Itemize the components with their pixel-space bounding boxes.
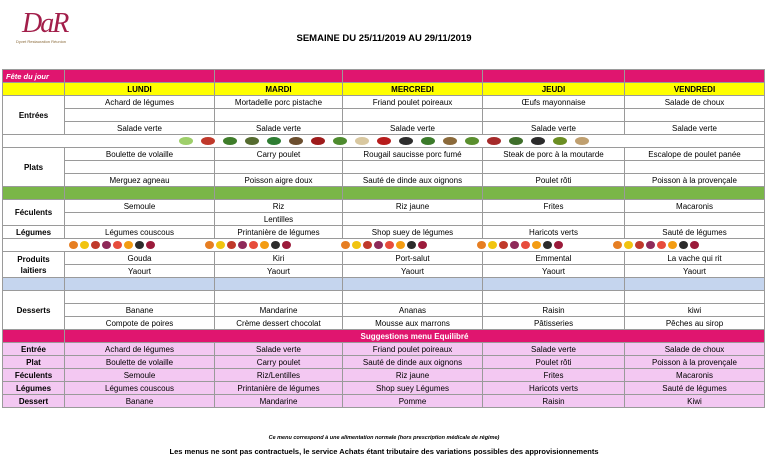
menu-cell: Salade verte [65, 122, 215, 135]
fruit-icon [91, 241, 100, 249]
menu-cell: Raisin [483, 304, 625, 317]
menu-cell: Friand poulet poireaux [343, 96, 483, 109]
suggestion-cell: Poulet rôti [483, 356, 625, 369]
menu-cell: Pêches au sirop [625, 317, 765, 330]
separator-cell [625, 278, 765, 291]
suggestion-cell: Printanière de légumes [215, 382, 343, 395]
table-row [3, 122, 765, 135]
suggestion-cell: Riz jaune [343, 369, 483, 382]
fruit-icon [352, 241, 361, 249]
menu-cell: Œufs mayonnaise [483, 96, 625, 109]
suggestion-row [3, 382, 765, 395]
menu-cell: Mousse aux marrons [343, 317, 483, 330]
fruit-icon [613, 241, 622, 249]
section-label-feculents: Féculents [3, 200, 65, 226]
suggestion-cell: Shop suey Légumes [343, 382, 483, 395]
blue-separator [3, 278, 765, 291]
menu-cell: Escalope de poulet panée [625, 148, 765, 161]
suggestion-cell: Semoule [65, 369, 215, 382]
vegetable-icon [575, 137, 589, 145]
table-cell [625, 291, 765, 304]
table-cell [343, 109, 483, 122]
table-cell [65, 291, 215, 304]
menu-cell: Shop suey de légumes [343, 226, 483, 239]
vegetable-icon [179, 137, 193, 145]
table-row [3, 109, 765, 122]
vegetable-icon [509, 137, 523, 145]
fruit-icon [679, 241, 688, 249]
table-row [3, 174, 765, 187]
fruit-icon [543, 241, 552, 249]
suggestion-cell: Sauté de légumes [625, 382, 765, 395]
suggestion-cell: Mandarine [215, 395, 343, 408]
page-title: SEMAINE DU 25/11/2019 AU 29/11/2019 [296, 33, 472, 44]
menu-cell: Emmental [483, 252, 625, 265]
corner-cell [3, 83, 65, 96]
suggestion-label: Entrée [3, 343, 65, 356]
disclaimer: Les menus ne sont pas contractuels, le service Achats étant tributaire des variations possibles des approvisionnements [169, 447, 599, 456]
section-label-line1: Produits [17, 254, 50, 264]
suggestion-cell: Achard de légumes [65, 343, 215, 356]
menu-cell: Semoule [65, 200, 215, 213]
table-row [3, 252, 765, 265]
suggestion-cell: Boulette de volaille [65, 356, 215, 369]
section-label-produits-laitiers [3, 252, 65, 278]
suggestion-label: Féculents [3, 369, 65, 382]
fruit-icon [271, 241, 280, 249]
vegetable-illustration [3, 135, 765, 148]
menu-cell: Pâtisseries [483, 317, 625, 330]
menu-cell: La vache qui rit [625, 252, 765, 265]
green-separator [3, 187, 765, 200]
separator-cell [215, 187, 343, 200]
menu-cell: Salade verte [625, 122, 765, 135]
separator-cell [483, 278, 625, 291]
suggestion-cell: Macaronis [625, 369, 765, 382]
menu-cell: Sauté de dinde aux oignons [343, 174, 483, 187]
suggestion-cell: Carry poulet [215, 356, 343, 369]
fruit-icon [282, 241, 291, 249]
fete-row [3, 70, 765, 83]
suggestion-cell: Légumes couscous [65, 382, 215, 395]
fruit-icon [510, 241, 519, 249]
table-row [3, 213, 765, 226]
suggestion-cell: Salade verte [215, 343, 343, 356]
menu-cell: Steak de porc à la moutarde [483, 148, 625, 161]
menu-cell [65, 213, 215, 226]
table-row [3, 291, 765, 304]
day-header: MERCREDI [343, 83, 483, 96]
menu-cell: Macaronis [625, 200, 765, 213]
vegetable-icon [465, 137, 479, 145]
menu-cell: Banane [65, 304, 215, 317]
vegetable-icon [223, 137, 237, 145]
menu-cell [343, 213, 483, 226]
vegetable-icon [289, 137, 303, 145]
days-row [3, 83, 765, 96]
day-header: LUNDI [65, 83, 215, 96]
table-cell [483, 70, 625, 83]
suggestion-cell: Salade verte [483, 343, 625, 356]
menu-cell: Achard de légumes [65, 96, 215, 109]
fruit-icon [646, 241, 655, 249]
fruit-icon [488, 241, 497, 249]
table-cell [343, 70, 483, 83]
table-cell [483, 109, 625, 122]
section-label-plats: Plats [3, 148, 65, 187]
menu-cell: Rougail saucisse porc fumé [343, 148, 483, 161]
table-cell [215, 291, 343, 304]
fruit-icon [238, 241, 247, 249]
menu-cell: Légumes couscous [65, 226, 215, 239]
table-cell [215, 161, 343, 174]
table-row [3, 148, 765, 161]
menu-cell: Printanière de légumes [215, 226, 343, 239]
section-label-legumes: Légumes [3, 226, 65, 239]
fruit-icon [69, 241, 78, 249]
vegetable-icon [531, 137, 545, 145]
fruit-icon [624, 241, 633, 249]
fruit-icon [146, 241, 155, 249]
fruit-strip [3, 239, 765, 252]
menu-cell: Merguez agneau [65, 174, 215, 187]
section-label-desserts: Desserts [3, 291, 65, 330]
menu-cell: Riz [215, 200, 343, 213]
table-row [3, 200, 765, 213]
menu-cell: Haricots verts [483, 226, 625, 239]
suggestion-row [3, 395, 765, 408]
menu-cell: Carry poulet [215, 148, 343, 161]
table-cell [625, 70, 765, 83]
table-cell [215, 70, 343, 83]
menu-cell [483, 213, 625, 226]
table-cell [483, 291, 625, 304]
separator-cell [3, 278, 65, 291]
table-cell [343, 291, 483, 304]
menu-cell: Poulet rôti [483, 174, 625, 187]
menu-cell: Gouda [65, 252, 215, 265]
table-cell [625, 161, 765, 174]
vegetable-icon [421, 137, 435, 145]
menu-cell: Mandarine [215, 304, 343, 317]
suggestions-header-row [3, 330, 765, 343]
menu-cell: Salade de choux [625, 96, 765, 109]
separator-cell [483, 187, 625, 200]
fruit-icon [477, 241, 486, 249]
suggestion-cell: Sauté de dinde aux oignons [343, 356, 483, 369]
suggestion-cell: Banane [65, 395, 215, 408]
fruit-icon [635, 241, 644, 249]
menu-cell: Yaourt [65, 265, 215, 278]
day-header: VENDREDI [625, 83, 765, 96]
menu-cell: Crème dessert chocolat [215, 317, 343, 330]
vegetable-icon [267, 137, 281, 145]
day-header: MARDI [215, 83, 343, 96]
suggestions-header: Suggestions menu Equilibré [65, 330, 765, 343]
corner-cell [3, 330, 65, 343]
table-cell [483, 161, 625, 174]
fruit-icon [499, 241, 508, 249]
table-cell [65, 109, 215, 122]
suggestion-cell: Salade de choux [625, 343, 765, 356]
table-row [3, 226, 765, 239]
vegetable-icon [245, 137, 259, 145]
suggestion-cell: Raisin [483, 395, 625, 408]
table-cell [215, 109, 343, 122]
menu-cell: Salade verte [215, 122, 343, 135]
fruit-icon [249, 241, 258, 249]
separator-cell [343, 187, 483, 200]
fruit-icon [690, 241, 699, 249]
menu-cell: Yaourt [625, 265, 765, 278]
fruit-icon [657, 241, 666, 249]
vegetable-icon [333, 137, 347, 145]
fruit-icon [363, 241, 372, 249]
menu-cell [625, 213, 765, 226]
menu-cell: Frites [483, 200, 625, 213]
fruit-icon [216, 241, 225, 249]
suggestion-row [3, 343, 765, 356]
menu-cell: Ananas [343, 304, 483, 317]
separator-cell [215, 278, 343, 291]
fruit-icon [554, 241, 563, 249]
menu-cell: Port-salut [343, 252, 483, 265]
fruit-icon [113, 241, 122, 249]
suggestion-row [3, 356, 765, 369]
menu-cell: Boulette de volaille [65, 148, 215, 161]
vegetable-icon [355, 137, 369, 145]
table-row [3, 317, 765, 330]
fruit-icon [135, 241, 144, 249]
fruit-icon [668, 241, 677, 249]
table-cell [65, 70, 215, 83]
suggestion-label: Légumes [3, 382, 65, 395]
table-row [3, 96, 765, 109]
vegetable-icon [553, 137, 567, 145]
suggestion-label: Plat [3, 356, 65, 369]
suggestion-row [3, 369, 765, 382]
fruit-icon [396, 241, 405, 249]
fruit-illustration [3, 239, 765, 252]
suggestion-cell: Haricots verts [483, 382, 625, 395]
fruit-icon [124, 241, 133, 249]
menu-cell: Riz jaune [343, 200, 483, 213]
menu-cell: Yaourt [215, 265, 343, 278]
menu-cell: Lentilles [215, 213, 343, 226]
fruit-icon [532, 241, 541, 249]
suggestion-cell: Poisson à la provençale [625, 356, 765, 369]
vegetable-strip [3, 135, 765, 148]
fruit-icon [260, 241, 269, 249]
separator-cell [3, 187, 65, 200]
menu-cell: Yaourt [343, 265, 483, 278]
table-row [3, 265, 765, 278]
vegetable-icon [201, 137, 215, 145]
table-cell [343, 161, 483, 174]
fruit-icon [418, 241, 427, 249]
menu-table [2, 69, 765, 408]
vegetable-icon [487, 137, 501, 145]
fruit-icon [205, 241, 214, 249]
separator-cell [343, 278, 483, 291]
table-cell [625, 109, 765, 122]
suggestion-label: Dessert [3, 395, 65, 408]
menu-cell: Mortadelle porc pistache [215, 96, 343, 109]
fruit-icon [102, 241, 111, 249]
fruit-icon [80, 241, 89, 249]
separator-cell [65, 187, 215, 200]
menu-cell: Poisson aigre doux [215, 174, 343, 187]
menu-cell: Poisson à la provençale [625, 174, 765, 187]
menu-cell: Salade verte [343, 122, 483, 135]
menu-cell: kiwi [625, 304, 765, 317]
menu-cell: Salade verte [483, 122, 625, 135]
vegetable-icon [377, 137, 391, 145]
separator-cell [65, 278, 215, 291]
logo-text: DaR [22, 8, 68, 39]
fete-label: Fête du jour [3, 70, 65, 83]
suggestion-cell: Pomme [343, 395, 483, 408]
fruit-icon [385, 241, 394, 249]
suggestion-cell: Riz/Lentilles [215, 369, 343, 382]
table-row [3, 304, 765, 317]
fruit-icon [227, 241, 236, 249]
footnote: Ce menu correspond à une alimentation normale (hors prescription médicale de régime) [268, 435, 500, 441]
vegetable-icon [399, 137, 413, 145]
suggestion-cell: Kiwi [625, 395, 765, 408]
section-label-entrees: Entrées [3, 96, 65, 135]
menu-cell: Yaourt [483, 265, 625, 278]
logo-subtitle: Dyvet Restauration Réunion [16, 39, 67, 44]
menu-cell: Sauté de légumes [625, 226, 765, 239]
fruit-icon [407, 241, 416, 249]
section-label-line2: laitiers [20, 265, 47, 275]
fruit-icon [374, 241, 383, 249]
suggestion-cell: Frites [483, 369, 625, 382]
vegetable-icon [311, 137, 325, 145]
day-header: JEUDI [483, 83, 625, 96]
fruit-icon [521, 241, 530, 249]
separator-cell [625, 187, 765, 200]
table-cell [65, 161, 215, 174]
fruit-icon [341, 241, 350, 249]
vegetable-icon [443, 137, 457, 145]
menu-cell: Compote de poires [65, 317, 215, 330]
table-row [3, 161, 765, 174]
suggestion-cell: Friand poulet poireaux [343, 343, 483, 356]
menu-cell: Kiri [215, 252, 343, 265]
